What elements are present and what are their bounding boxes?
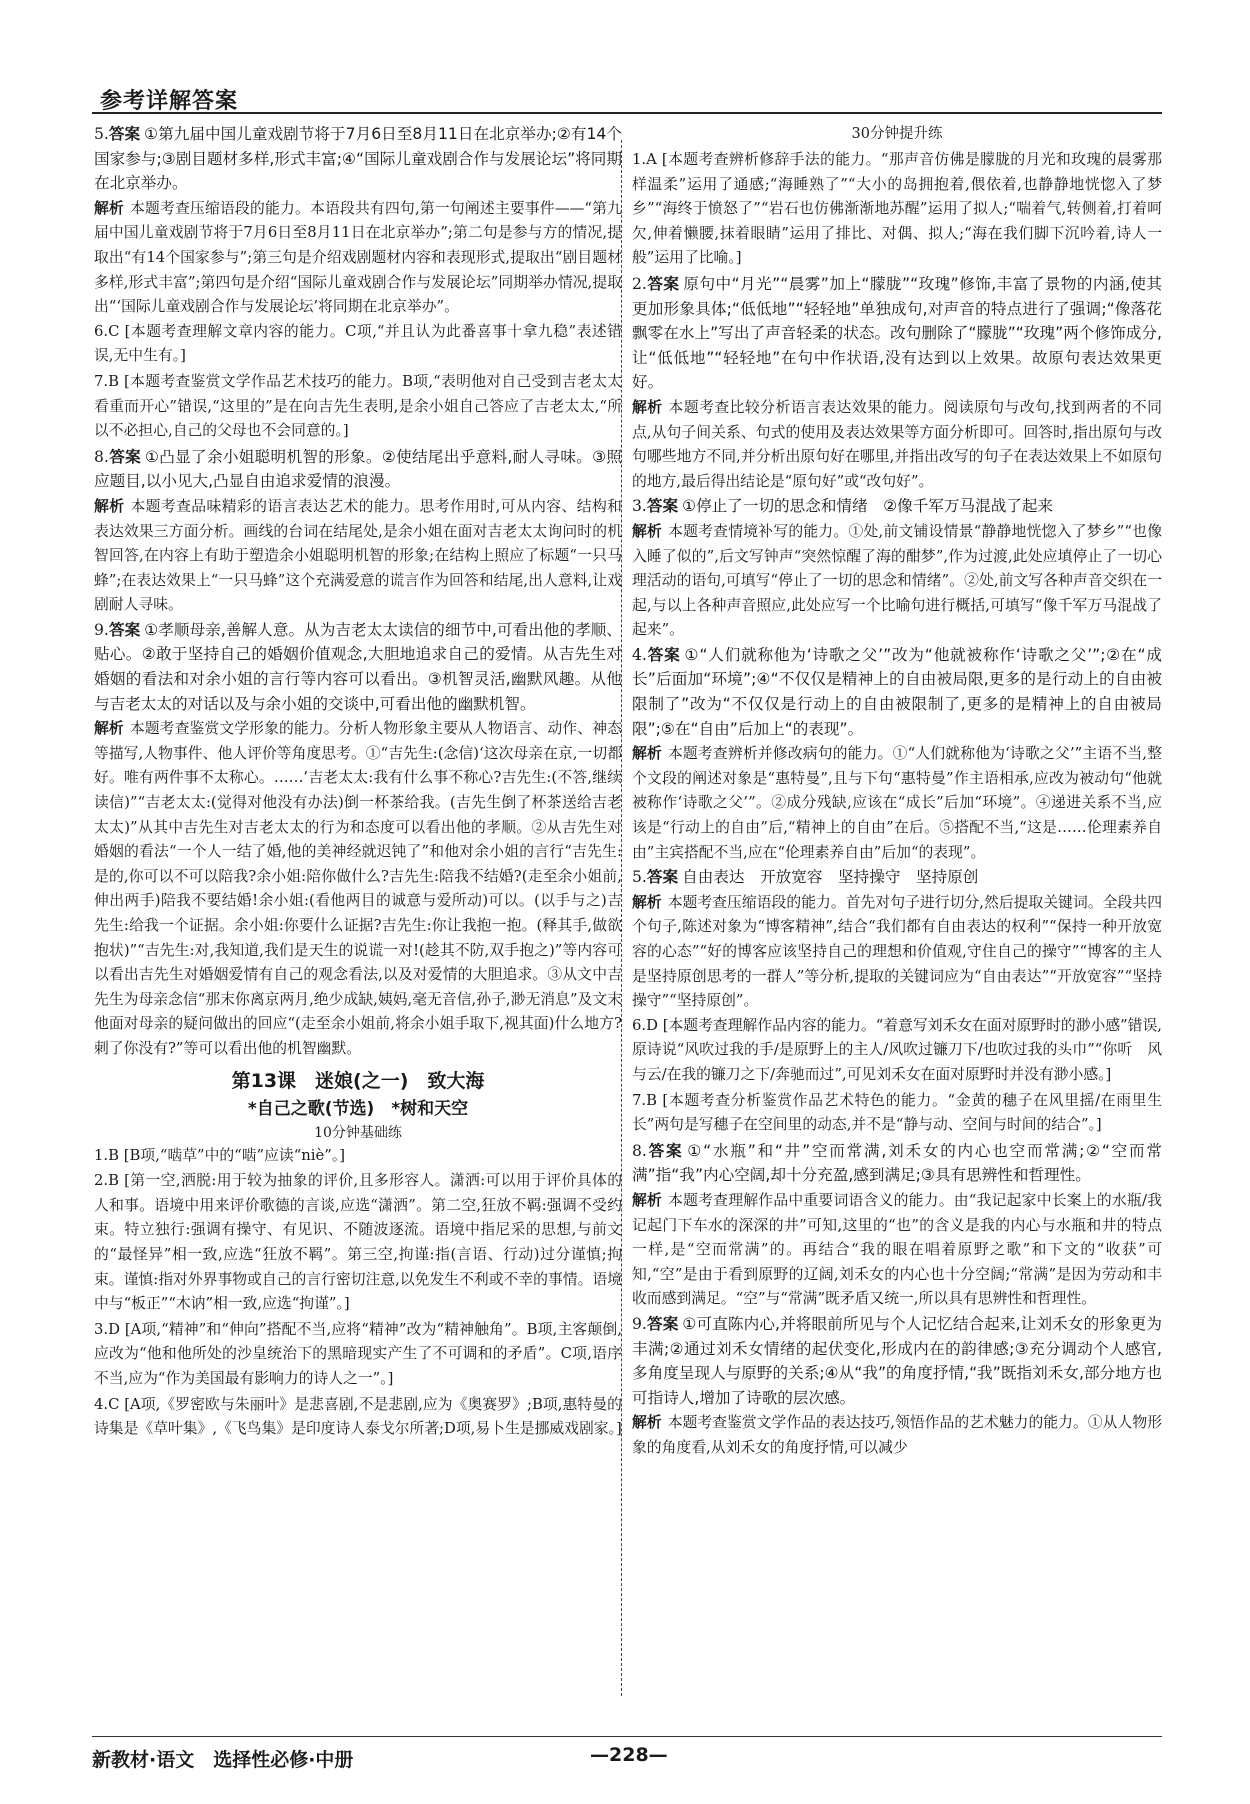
item-number: 6.D [632,1016,658,1034]
analysis-text: 本题考查鉴赏文学形象的能力。分析人物形象主要从人物语言、动作、神态等描写,人物事件、他人评价等角度思考。①“吉先生:(念信)‘这次母亲在京,一切都好。唯有两件事不太称心。……’吉老太太:我有什么事不称心?吉先生:(不答,继续读信)”“吉老太太:(觉得对他没有办法)倒一杯茶给我。(吉先生倒了杯茶送给吉老太太)”从其中吉先生对吉老太太的行为和态度可以看出他的孝顺。②从吉先生对婚姻的看法“一个人一结了婚,他的美神经就迟钝了”和他对余小姐的言行“吉先生:是的,你可以不可以陪我?余小姐:陪你做什么?吉先生:陪我不结婚?(走至余小姐前,伸出两手)陪我不要结婚!余小姐:(看他两目的诚意与爱所动)可以。(以手与之)吉先生:给我一个证据。余小姐:你要什么证据?吉先生:你让我抱一抱。(释其手,做欲抱状)”“吉先生:对,我知道,我们是天生的说谎一对!(趁其不防,双手抱之)”等内容可以看出吉先生对婚姻爱情有自己的观念看法,以及对爱情的大胆追求。③从文中吉先生为母亲念信“那末你离京两月,绝少成缺,姨妈,毫无音信,孙子,渺无消息”及文末他面对母亲的疑问做出的回应“(走至余小姐前,将余小姐手取下,视其面)什么地方?刺了你没有?”等可以看出他的机智幽默。 [94,720,622,1057]
analysis-text: 本题考查理解作品中重要词语含义的能力。由“我记起家中长案上的水瓶/我记起门下车水的深深的井”可知,这里的“也”的含义是我的内心与水瓶和井的特点一样,是“空而常满”的。再结合“我的眼在唱着原野之歌”和下文的“收获”可知,“空”是由于看到原野的辽阔,刘禾女的内心也十分空阔;“常满”是因为劳动和丰收而感到满足。“空”与“常满”既矛盾又统一,所以具有思辨性和哲理性。 [632,1191,1162,1308]
basic-item-3 [94,1318,622,1392]
answer-text: [A项,《罗密欧与朱丽叶》是悲喜剧,不是悲剧,应为《奥赛罗》;B项,惠特曼的诗集是《草叶集》,《飞鸟集》是印度诗人泰戈尔所著;D项,易卜生是挪威戏剧家。] [94,1395,622,1438]
analysis-9 [94,717,622,1061]
advanced-item-9 [632,1312,1162,1410]
analysis-tag: 解析 [632,893,662,911]
item-number: 7.B [94,372,119,390]
answer-tag: 答案 [646,1141,684,1160]
basic-practice-title: 10分钟基础练 [314,1124,402,1141]
analysis-tag: 解析 [94,720,124,738]
item-number: 7.B [632,1091,657,1109]
header-rule [92,112,1162,114]
answer-tag: 答案 [108,620,141,639]
page-number: —228— [590,1744,668,1766]
analysis-text: 本题考查压缩语段的能力。首先对句子进行切分,然后提取关键词。全段共四个句子,陈述对象为“博客精神”,结合“我们都有自由表达的权利”“保持一种开放宽容的心态”“好的博客应该坚持自己的理想和价值观,守住自己的操守”“博客的主人是坚持原创思考的一群人”等分析,提取的关键词应为“自由表达”“开放宽容”“坚持操守”“坚持原创”。 [632,893,1162,1010]
answer-tag: 答案 [108,125,141,143]
advanced-item-2 [632,272,1162,395]
answer-text: ①停止了一切的思念和情绪 ②像千军万马混战了起来 [682,497,1054,516]
item-number: 4. [632,645,647,664]
page-header-title: 参考详解答案 [100,89,239,114]
analysis-tag: 解析 [632,745,662,763]
advanced-analysis-3 [632,520,1162,643]
item-number: 9. [94,620,109,639]
analysis-text: 本题考查辨析并修改病句的能力。①“人们就称他为‘诗歌之父’”主语不当,整个文段的阐述对象是“惠特曼”,且与下句“惠特曼”作主语相承,应改为被动句“他就被称作‘诗歌之父’”。②成分残缺,应该在“成长”后加“环境”。④递进关系不当,应该是“行动上的自由”后,“精神上的自由”在后。⑤搭配不当,“这是……伦理素养自由”主宾搭配不当,应在“伦理素养自由”后加“的表现”。 [632,745,1162,861]
answer-item-7 [94,370,622,444]
item-number: 8. [94,447,109,466]
analysis-5 [94,197,622,320]
analysis-tag: 解析 [632,1191,663,1209]
analysis-text: 本题考查压缩语段的能力。本语段共有四句,第一句阐述主要事件——“第九届中国儿童戏剧节将于7月6日至8月11日在北京举办”;第二句是参与方的情况,提取出“有14个国家参与”;第三句是介绍戏剧题材内容和表现形式,提取出“剧目题材多样,形式丰富”;第四句是介绍“国际儿童戏剧合作与发展论坛”同期举办情况,提取出“‘国际儿童戏剧合作与发展论坛’将同期在北京举办”。 [94,199,622,316]
answer-tag: 答案 [646,1314,679,1333]
answer-text: [本题考查辨析修辞手法的能力。“那声音仿佛是朦胧的月光和玫瑰的晨雾那样温柔”运用了通感;“海睡熟了”“大小的岛拥抱着,偎依着,也静静地恍惚入了梦乡”“海终于愤怒了”“岩石也仿佛渐渐地苏醒”运用了拟人;“喘着气,转侧着,打着呵欠,伸着懒腰,抹着眼睛”运用了排比、对偶、拟人;“海在我们脚下沉吟着,诗人一般”运用了比喻。] [632,151,1162,267]
item-number: 1.B [94,1146,119,1164]
right-column [632,122,1162,1460]
item-number: 4.C [94,1395,120,1413]
footer-book-title: 新教材·语文 选择性必修·中册 [92,1749,354,1771]
advanced-item-6 [632,1014,1162,1088]
answer-text: [第一空,洒脱:用于较为抽象的评价,且多形容人。潇洒:可以用于评价具体的人和事。语境中用来评价歌德的言谈,应选“潇洒”。第二空,狂放不羁:强调不受约束。特立独行:强调有操守、有见识、不随波逐流。语境中指尼采的思想,与前文的“最怪异”相一致,应选“狂放不羁”。第三空,拘谨:指(言语、行动)过分谨慎;拘束。谨慎:指对外界事物或自己的言行密切注意,以免发生不利或不幸的事情。语境中与“板正”“木讷”相一致,应选“拘谨”。] [94,1172,622,1313]
answer-tag: 答案 [108,447,141,466]
analysis-tag: 解析 [632,1414,662,1432]
basic-item-2 [94,1169,622,1317]
left-column [94,122,622,1443]
analysis-tag: 解析 [632,398,663,416]
lesson-title: 第13课 迷娘(之一) 致大海 [231,1069,485,1092]
basic-item-4 [94,1393,622,1442]
advanced-practice-title: 30分钟提升练 [851,126,943,142]
advanced-analysis-2 [632,396,1162,494]
answer-text: [本题考查分析鉴赏作品艺术特色的能力。“金黄的穗子在风里摇/在雨里生长”两句是写穗子在空间里的动态,并不是“静与动、空间与时间的结合”。] [632,1091,1162,1134]
answer-tag: 答案 [646,497,679,516]
advanced-analysis-9 [632,1411,1162,1460]
answer-item-9 [94,618,622,716]
answer-item-5 [94,122,622,196]
answer-text: ①“水瓶”和“井”空而常满,刘禾女的内心也空而常满;②“空而常满”指“我”内心空阔,却十分充盈,感到满足;③具有思辨性和哲理性。 [632,1141,1162,1185]
answer-text: ①第九届中国儿童戏剧节将于7月6日至8月11日在北京举办;②有14个国家参与;③剧目题材多样,形式丰富;④“国际儿童戏剧合作与发展论坛”将同期在北京举办。 [94,125,622,193]
analysis-tag: 解析 [94,199,124,217]
answer-text: ①“人们就称他为‘诗歌之父’”改为“他就被称作‘诗歌之父’”;②在“成长”后面加“环境”;④“不仅仅是精神上的自由被局限,更多的是行动上的自由被限制了”改为“不仅仅是行动上的自由被限制了,更多的是精神上的自由被局限”;⑤在“自由”后加上“的表现”。 [632,645,1162,738]
analysis-text: 本题考查情境补写的能力。①处,前文铺设情景“静静地恍惚入了梦乡”“也像入睡了似的”,后文写钟声“突然惊醒了海的酣梦”,作为过渡,此处应填停止了一切心理活动的语句,可填写“停止了一切的思念和情绪”。②处,前文写各种声音交织在一起,与以上各种声音照应,此处应写一个比喻句进行概括,可填写“像千军万马混战了起来”。 [632,522,1162,639]
answer-tag: 答案 [646,645,681,664]
answer-text: [本题考查鉴赏文学作品艺术技巧的能力。B项,“表明他对自己受到吉老太太看重而开心”错误,“这里的”是在向吉先生表明,是余小姐自己答应了吉老太太,“所以不必担心,自己的父母也不会同意的。] [94,372,622,440]
answer-text: [本题考查理解文章内容的能力。C项,“并且认为此番喜事十拿九稳”表述错误,无中生有。] [94,322,622,365]
item-number: 2.B [94,1172,119,1190]
answer-text: [B项,“啮草”中的“啮”应读“niè”。] [123,1146,346,1164]
lesson-subtitle: *自己之歌(节选) *树和天空 [247,1098,469,1119]
item-number: 8. [632,1141,647,1160]
analysis-tag: 解析 [94,497,125,515]
advanced-item-5 [632,865,1162,890]
answer-text: ①凸显了余小姐聪明机智的形象。②使结尾出乎意料,耐人寻味。③照应题目,以小见大,凸显自由追求爱情的浪漫。 [94,447,622,491]
answer-text: ①可直陈内心,并将眼前所见与个人记忆结合起来,让刘禾女的形象更为丰满;②通过刘禾女情绪的起伏变化,形成内在的韵律感;③充分调动个人感官,多角度呈现人与原野的关系;④从“我”的角度抒情,“我”既指刘禾女,部分地方也可指诗人,增加了诗歌的层次感。 [632,1314,1162,1407]
advanced-item-1 [632,148,1162,271]
item-number: 6.C [94,322,120,340]
item-number: 3.D [94,1320,120,1338]
answer-text: ①孝顺母亲,善解人意。从为吉老太太读信的细节中,可看出他的孝顺、贴心。②敢于坚持自己的婚姻价值观念,大胆地追求自己的爱情。从吉先生对婚姻的看法和对余小姐的言行等内容可以看出。③机智灵活,幽默风趣。从他与吉老太太的对话以及与余小姐的交谈中,可看出他的幽默机智。 [94,620,622,713]
footer-rule [92,1736,1162,1737]
advanced-item-8 [632,1139,1162,1188]
answer-tag: 答案 [646,274,680,293]
answer-item-8 [94,445,622,494]
item-number: 1.A [632,151,657,168]
item-number: 5. [632,868,647,887]
item-number: 9. [632,1314,647,1333]
item-number: 2. [632,274,647,293]
advanced-item-3 [632,494,1162,519]
answer-tag: 答案 [646,868,679,887]
item-number: 3. [632,497,647,516]
analysis-text: 本题考查比较分析语言表达效果的能力。阅读原句与改句,找到两者的不同点,从句子间关系、句式的使用及表达效果等方面分析即可。回答时,指出原句与改句哪些地方不同,并分析出原句好在哪里,并指出改写的句子在表达效果上不如原句的地方,最后得出结论是“原句好”或“改句好”。 [632,398,1162,490]
advanced-analysis-8 [632,1189,1162,1312]
answer-text: [A项,“精神”和“伸向”搭配不当,应将“精神”改为“精神触角”。B项,主客颠倒,应改为“他和他所处的沙皇统治下的黑暗现实产生了不可调和的矛盾”。C项,语序不当,应为“作为美国最有影响力的诗人之一”。] [94,1320,622,1387]
advanced-analysis-5 [632,891,1162,1014]
advanced-item-4 [632,643,1162,741]
analysis-tag: 解析 [632,522,663,540]
answer-text: 自由表达 开放宽容 坚持操守 坚持原创 [682,868,979,887]
analysis-text: 本题考查品味精彩的语言表达艺术的能力。思考作用时,可从内容、结构和表达效果三方面分析。画线的台词在结尾处,是余小姐在面对吉老太太询问时的机智回答,在内容上有助于塑造余小姐聪明机智的形象;在结构上照应了标题“一只马蜂”;在表达效果上“一只马蜂”这个充满爱意的谎言作为回答和结尾,出人意料,让戏剧耐人寻味。 [94,497,622,614]
answer-item-6 [94,320,622,369]
answer-text: 原句中“月光”“晨雾”加上“朦胧”“玫瑰”修饰,丰富了景物的内涵,使其更加形象具体;“低低地”“轻轻地”单独成句,对声音的特点进行了强调;“像落花飘零在水上”写出了声音轻柔的状态。改句删除了“朦胧”“玫瑰”两个修饰成分,让“低低地”“轻轻地”在句中作状语,没有达到以上效果。故原句表达效果更好。 [632,274,1162,392]
answer-text: [本题考查理解作品内容的能力。“着意写刘禾女在面对原野时的渺小感”错误,原诗说“风吹过我的手/是原野上的主人/风吹过镰刀下/也吹过我的头巾”“你听 风与云/在我的镰刀之下/奔驰而过”,可见刘禾女在面对原野时并没有渺小感。] [632,1016,1162,1083]
analysis-8 [94,495,622,618]
item-number: 5. [94,125,109,143]
analysis-text: 本题考查鉴赏文学作品的表达技巧,领悟作品的艺术魅力的能力。①从人物形象的角度看,从刘禾女的角度抒情,可以减少 [632,1414,1162,1456]
advanced-item-7 [632,1089,1162,1138]
advanced-analysis-4 [632,742,1162,865]
basic-item-1 [94,1144,622,1169]
